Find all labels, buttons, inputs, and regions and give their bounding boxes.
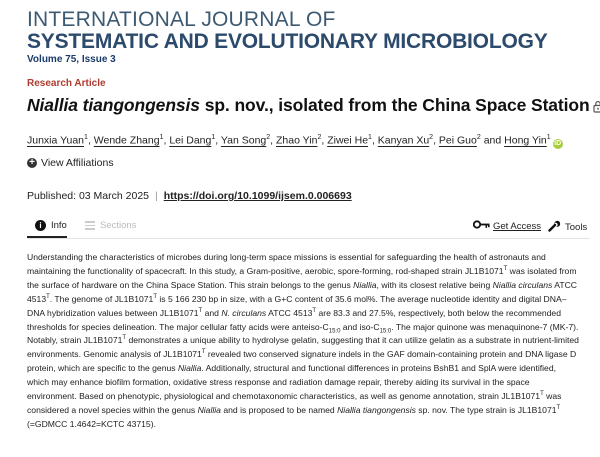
author-separator: , xyxy=(371,134,378,147)
author-link[interactable]: Yan Song xyxy=(220,134,267,147)
tab-sections[interactable] xyxy=(85,220,136,231)
affiliation-marker[interactable]: 1 xyxy=(159,134,164,141)
abstract-run: ATCC 4513 xyxy=(266,307,313,318)
author-list xyxy=(27,134,563,149)
tools-label: Tools xyxy=(565,222,588,233)
tab-info[interactable] xyxy=(35,220,67,231)
abstract-run: is 5 166 230 bp in size, with a G+C content of 35.6 mol%. The average nucleotide identity and digital DNA–DNA hybridization values between JL1B1071 xyxy=(27,293,567,318)
lock-icon xyxy=(593,97,600,118)
abstract-run: . The genome of JL1B1071 xyxy=(49,293,154,304)
author-separator: , xyxy=(433,134,439,147)
author-link[interactable]: Zhao Yin xyxy=(276,134,318,147)
journal-name-line2[interactable]: SYSTEMATIC AND EVOLUTIONARY MICROBIOLOGY xyxy=(27,30,548,53)
author-separator: and xyxy=(480,134,505,147)
abstract-run: are 83.3 and 27.5%, respectively, both below the recommended thresholds for species delineation. The major cellular fatty acids were anteiso-C xyxy=(27,307,561,332)
affiliation-marker[interactable]: 2 xyxy=(429,134,434,141)
doi-link[interactable]: https://doi.org/10.1099/ijsem.0.006693 xyxy=(163,190,352,202)
title-rest: sp. nov., isolated from the China Space Station xyxy=(199,95,590,115)
abstract-sup: T xyxy=(46,293,50,300)
abstract-sup: T xyxy=(540,391,544,398)
author-link[interactable]: Pei Guo xyxy=(438,134,477,147)
abstract-run: demonstrates a unique ability to hydrolyse gelatin, suggesting that it can utilize gelatin as a substrate in nutrient-limited environments. Genomic analysis of JL1B1071 xyxy=(27,335,579,360)
abstract-sup: T xyxy=(556,405,561,412)
abstract-sup: T xyxy=(201,349,206,356)
author-link[interactable]: Wende Zhang xyxy=(93,134,160,147)
get-access-label: Get Access xyxy=(493,220,542,232)
abstract-run: was considered a novel species within the genus xyxy=(27,391,562,415)
tab-info-label: Info xyxy=(51,220,67,231)
abstract-run: and iso-C xyxy=(340,321,380,332)
info-icon: i xyxy=(35,220,46,231)
abstract-run: and is proposed to be named xyxy=(220,404,338,415)
abstract-run: . The major quinone was menaquinone-7 (MK-7). Notably, strain JL1B1071 xyxy=(27,321,579,346)
affiliation-marker[interactable]: 1 xyxy=(546,134,551,141)
author-link[interactable]: Lei Dang xyxy=(169,134,212,147)
affiliation-marker[interactable]: 1 xyxy=(368,134,372,141)
published-date: Published: 03 March 2025 xyxy=(27,190,149,202)
abstract-italic-term: Niallia xyxy=(353,279,377,290)
author-separator: , xyxy=(163,134,170,147)
tab-sections-label: Sections xyxy=(100,220,137,231)
tab-divider xyxy=(27,238,590,239)
orcid-icon[interactable]: iD xyxy=(554,139,562,147)
author-separator: , xyxy=(87,134,94,147)
abstract-run: . Additionally, structural and functional differences in proteins BshB1 and SplA were identified, which may enhance biofilm formation, oxidative stress response and radiation damage repair, thereby aiding its survival in the space environment. Based on phenotypic, physiological and chemotaxonomic characteristics, as well as genome annotation, strain JL1B1071 xyxy=(27,363,556,402)
article-tab-bar xyxy=(27,220,590,238)
abstract-italic-term: Niallia xyxy=(177,363,202,374)
wrench-icon xyxy=(548,220,561,235)
affiliation-marker[interactable]: 1 xyxy=(211,134,216,141)
get-access-button[interactable] xyxy=(473,220,541,232)
abstract-run: , with its closest relative being xyxy=(376,279,493,290)
abstract-sup: T xyxy=(503,266,508,273)
view-affiliations-toggle[interactable] xyxy=(27,157,114,169)
abstract-run: (=GDMCC 1.4642=KCTC 43715). xyxy=(27,418,156,429)
affiliation-marker[interactable]: 2 xyxy=(266,134,271,141)
affiliation-marker[interactable]: 1 xyxy=(84,134,88,141)
view-affiliations-label: View Affiliations xyxy=(41,157,114,169)
journal-name-line1[interactable]: INTERNATIONAL JOURNAL OF xyxy=(27,8,336,31)
article-title xyxy=(27,95,600,118)
abstract-italic-term: Niallia xyxy=(197,404,221,415)
abstract-run: Understanding the characteristics of microbes during long-term space missions is essential for safeguarding the health of astronauts and maintaining the functionality of spacecraft. In this study, a Gram-positive, aerobic, spore-forming, rod-shaped strain JL1B1071 xyxy=(27,252,546,276)
author-separator: , xyxy=(321,134,328,147)
abstract-sub: 15:0 xyxy=(328,328,341,335)
key-icon xyxy=(473,220,490,232)
abstract-sup: T xyxy=(312,307,317,314)
article-type-label: Research Article xyxy=(27,78,106,89)
affiliation-marker[interactable]: 2 xyxy=(317,134,322,141)
volume-issue-link[interactable]: Volume 75, Issue 3 xyxy=(27,54,116,65)
author-link[interactable]: Junxia Yuan xyxy=(27,134,85,147)
list-icon xyxy=(85,221,95,230)
author-separator: , xyxy=(215,134,221,147)
publication-info xyxy=(27,190,352,202)
separator: | xyxy=(155,190,158,202)
plus-icon: + xyxy=(27,158,37,168)
abstract-run: ATCC 4513 xyxy=(27,279,577,304)
abstract-text xyxy=(27,251,580,432)
author-link[interactable]: Hong Yin xyxy=(504,134,547,147)
abstract-sup: T xyxy=(153,293,157,300)
title-species-name: Niallia tiangongensis xyxy=(27,95,200,115)
abstract-run: and xyxy=(202,307,222,318)
author-link[interactable]: Ziwei He xyxy=(327,134,369,147)
abstract-run: sp. nov. The type strain is JL1B1071 xyxy=(415,404,557,415)
abstract-run: revealed two conserved signature indels in the GAF domain-containing protein and DNA ligase D protein, which are specific to the genus xyxy=(27,349,577,374)
tools-button[interactable] xyxy=(548,220,587,235)
abstract-sup: T xyxy=(198,307,203,314)
affiliation-marker[interactable]: 2 xyxy=(476,134,481,141)
author-link[interactable]: Kanyan Xu xyxy=(377,134,430,147)
abstract-run: was isolated from the surface of hardware on the China Space Station. This strain belongs to the genus xyxy=(27,265,577,290)
abstract-sub: 15:0 xyxy=(379,328,392,335)
abstract-italic-term: Niallia tiangongensis xyxy=(337,404,416,415)
abstract-sup: T xyxy=(122,335,127,342)
abstract-italic-term: Niallia circulans xyxy=(492,279,553,290)
abstract-italic-term: N. circulans xyxy=(221,307,267,318)
author-separator: , xyxy=(270,134,276,147)
